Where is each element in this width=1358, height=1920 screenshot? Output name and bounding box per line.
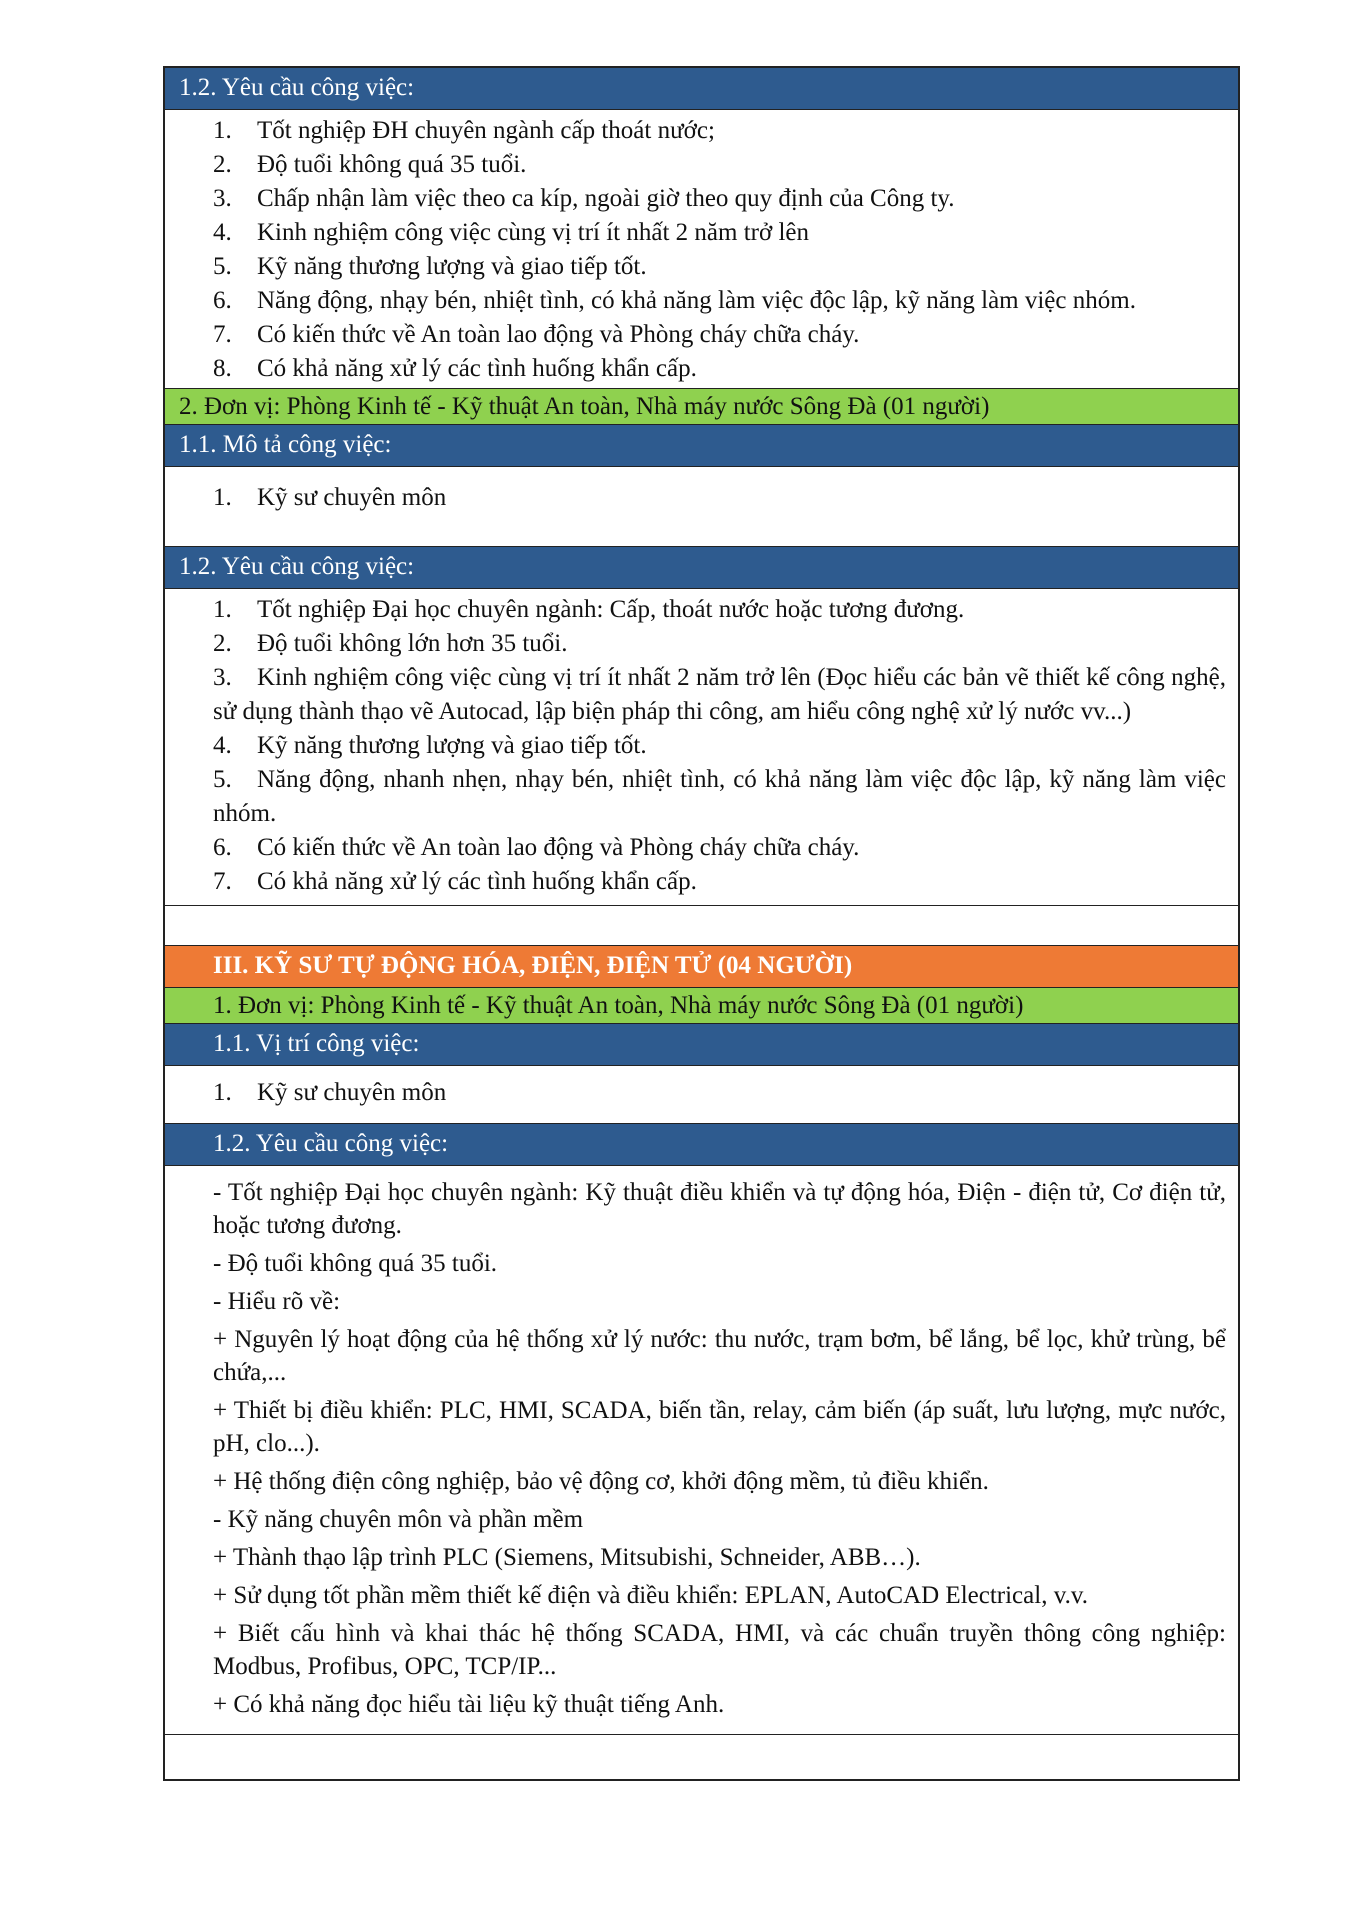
- list-item: [213, 352, 1226, 386]
- list-item-text: Kỹ năng thương lượng và giao tiếp tốt.: [257, 253, 647, 280]
- list-item-number: 7.: [213, 321, 232, 348]
- recruitment-table: [163, 66, 1240, 1781]
- list-item-number: 3.: [213, 185, 232, 212]
- list-item: [213, 831, 1226, 865]
- list-item-text: Năng động, nhanh nhẹn, nhạy bén, nhiệt tình, có khả năng làm việc độc lập, kỹ năng làm việc nhóm.: [213, 766, 1226, 827]
- list-item-text: Chấp nhận làm việc theo ca kíp, ngoài giờ theo quy định của Công ty.: [257, 185, 955, 212]
- requirement-paragraph: + Thành thạo lập trình PLC (Siemens, Mitsubishi, Schneider, ABB…).: [213, 1544, 921, 1571]
- requirements-cell: [165, 1166, 1238, 1735]
- list-item-number: 4.: [213, 732, 232, 759]
- list-item: [213, 250, 1226, 284]
- list-item-text: Kinh nghiệm công việc cùng vị trí ít nhất 2 năm trở lên (Đọc hiểu các bản vẽ thiết kế công nghệ, sử dụng thành thạo vẽ Autocad, lập biện pháp thi công, am hiểu công nghệ xử lý nước vv...): [213, 664, 1226, 725]
- list-item-number: 4.: [213, 219, 232, 246]
- unit-header: 2. Đơn vị: Phòng Kinh tế - Kỹ thuật An toàn, Nhà máy nước Sông Đà (01 người): [165, 389, 1238, 425]
- requirements-header: 1.2. Yêu cầu công việc:: [165, 1124, 1238, 1166]
- requirements-list: [213, 593, 1226, 899]
- requirement-paragraph: - Hiểu rõ về:: [213, 1288, 341, 1315]
- list-item: [213, 481, 1226, 515]
- requirements-cell: [165, 110, 1238, 389]
- requirement-paragraph: + Hệ thống điện công nghiệp, bảo vệ động cơ, khởi động mềm, tủ điều khiển.: [213, 1468, 989, 1495]
- unit-header: 1. Đơn vị: Phòng Kinh tế - Kỹ thuật An toàn, Nhà máy nước Sông Đà (01 người): [165, 988, 1238, 1024]
- section-title: III. KỸ SƯ TỰ ĐỘNG HÓA, ĐIỆN, ĐIỆN TỬ (04 NGƯỜI): [165, 946, 1238, 988]
- requirement-paragraph: - Độ tuổi không quá 35 tuổi.: [213, 1250, 498, 1277]
- list-item-text: Có kiến thức về An toàn lao động và Phòng cháy chữa cháy.: [257, 834, 860, 861]
- list-item-text: Có kiến thức về An toàn lao động và Phòng cháy chữa cháy.: [257, 321, 860, 348]
- list-item: [213, 148, 1226, 182]
- requirements-list: [213, 114, 1226, 386]
- document-page: [163, 66, 1240, 1781]
- list-item: [213, 114, 1226, 148]
- list-item-number: 6.: [213, 834, 232, 861]
- list-item: [213, 627, 1226, 661]
- list-item-number: 1.: [213, 117, 232, 144]
- list-item-number: 5.: [213, 766, 232, 793]
- requirements-header: 1.2. Yêu cầu công việc:: [165, 547, 1238, 589]
- job-position-header: 1.1. Vị trí công việc:: [165, 1024, 1238, 1066]
- job-description-list: [213, 481, 1226, 515]
- list-item: [213, 661, 1226, 729]
- empty-row: [165, 1735, 1238, 1779]
- list-item-text: Kỹ sư chuyên môn: [257, 1079, 447, 1106]
- empty-row: [165, 906, 1238, 946]
- list-item: [213, 763, 1226, 831]
- list-item-number: 2.: [213, 151, 232, 178]
- list-item: [213, 593, 1226, 627]
- requirement-paragraph: + Có khả năng đọc hiểu tài liệu kỹ thuật tiếng Anh.: [213, 1691, 725, 1718]
- list-item-number: 6.: [213, 287, 232, 314]
- list-item-number: 2.: [213, 630, 232, 657]
- list-item-text: Tốt nghiệp Đại học chuyên ngành: Cấp, thoát nước hoặc tương đương.: [257, 596, 965, 623]
- job-description-header: 1.1. Mô tả công việc:: [165, 425, 1238, 467]
- list-item-text: Độ tuổi không quá 35 tuổi.: [257, 151, 527, 178]
- list-item: [213, 216, 1226, 250]
- list-item-text: Có khả năng xử lý các tình huống khẩn cấp.: [257, 355, 697, 382]
- list-item: [213, 284, 1226, 318]
- list-item: [213, 865, 1226, 899]
- requirement-paragraph: + Thiết bị điều khiển: PLC, HMI, SCADA, biến tần, relay, cảm biến (áp suất, lưu lượng, mực nước, pH, clo...).: [213, 1397, 1226, 1457]
- job-position-cell: [165, 1066, 1238, 1124]
- requirement-paragraph: + Nguyên lý hoạt động của hệ thống xử lý nước: thu nước, trạm bơm, bể lắng, bể lọc, khử trùng, bể chứa,...: [213, 1326, 1226, 1386]
- list-item-text: Tốt nghiệp ĐH chuyên ngành cấp thoát nước;: [257, 117, 715, 144]
- list-item-text: Kỹ sư chuyên môn: [257, 484, 447, 511]
- list-item-text: Kỹ năng thương lượng và giao tiếp tốt.: [257, 732, 647, 759]
- list-item: [213, 1076, 1226, 1110]
- list-item-number: 8.: [213, 355, 232, 382]
- list-item-text: Độ tuổi không lớn hơn 35 tuổi.: [257, 630, 568, 657]
- requirements-header: 1.2. Yêu cầu công việc:: [165, 68, 1238, 110]
- requirement-paragraph: + Sử dụng tốt phần mềm thiết kế điện và điều khiển: EPLAN, AutoCAD Electrical, v.v.: [213, 1582, 1088, 1609]
- list-item: [213, 318, 1226, 352]
- list-item-number: 5.: [213, 253, 232, 280]
- list-item-number: 1.: [213, 484, 232, 511]
- list-item: [213, 182, 1226, 216]
- list-item-text: Có khả năng xử lý các tình huống khẩn cấp.: [257, 868, 697, 895]
- requirement-paragraph: - Kỹ năng chuyên môn và phần mềm: [213, 1506, 584, 1533]
- list-item-number: 3.: [213, 664, 232, 691]
- requirement-paragraph: + Biết cấu hình và khai thác hệ thống SCADA, HMI, và các chuẩn truyền thông công nghiệp: Modbus, Profibus, OPC, TCP/IP...: [213, 1620, 1226, 1680]
- list-item-text: Năng động, nhạy bén, nhiệt tình, có khả năng làm việc độc lập, kỹ năng làm việc nhóm.: [257, 287, 1136, 314]
- list-item-number: 1.: [213, 596, 232, 623]
- list-item-number: 7.: [213, 868, 232, 895]
- requirement-paragraph: - Tốt nghiệp Đại học chuyên ngành: Kỹ thuật điều khiển và tự động hóa, Điện - điện tử, Cơ điện tử, hoặc tương đương.: [213, 1179, 1226, 1239]
- job-position-list: [213, 1076, 1226, 1110]
- job-description-cell: [165, 467, 1238, 547]
- requirements-cell: [165, 589, 1238, 906]
- list-item-text: Kinh nghiệm công việc cùng vị trí ít nhất 2 năm trở lên: [257, 219, 809, 246]
- list-item: [213, 729, 1226, 763]
- list-item-number: 1.: [213, 1079, 232, 1106]
